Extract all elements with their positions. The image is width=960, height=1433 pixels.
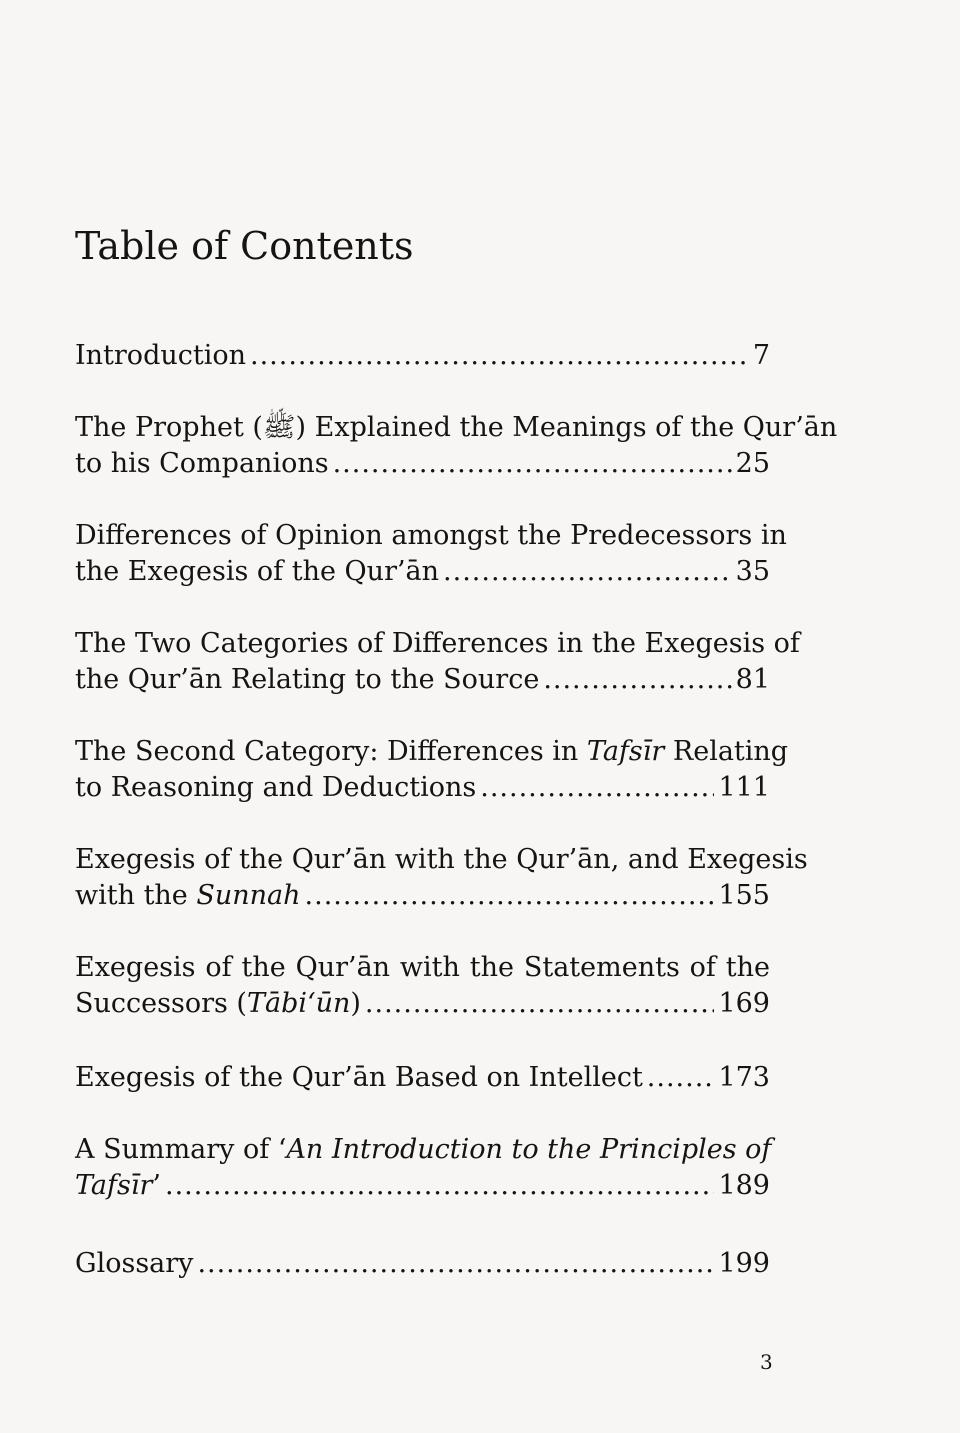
toc-entry-second-category[interactable] bbox=[75, 734, 789, 806]
leader-dots bbox=[647, 1060, 715, 1096]
entry-text: Successors ( bbox=[75, 988, 247, 1019]
entry-text: with the bbox=[75, 880, 197, 911]
entry-page: 189 bbox=[718, 1170, 770, 1201]
entry-text: A Summary of ‘ bbox=[75, 1134, 287, 1165]
entry-page: 155 bbox=[718, 880, 770, 911]
entry-label-cont: the Qur’ān Relating to the Source bbox=[75, 664, 540, 695]
toc-entry-differences-predecessors[interactable] bbox=[75, 518, 787, 590]
toc-entry-quran-with-quran[interactable] bbox=[75, 842, 808, 914]
entry-label bbox=[75, 734, 789, 770]
entry-text: Relating bbox=[664, 736, 789, 767]
entry-label-cont bbox=[75, 986, 361, 1022]
entry-page: 7 bbox=[752, 340, 770, 371]
entry-label bbox=[75, 1132, 770, 1168]
entry-page: 81 bbox=[735, 664, 770, 695]
page-number: 3 bbox=[760, 1350, 773, 1374]
entry-label: Exegesis of the Qur’ān Based on Intellect bbox=[75, 1062, 643, 1093]
entry-label: Glossary bbox=[75, 1248, 194, 1279]
entry-page: 169 bbox=[718, 988, 770, 1019]
toc-entry-intellect[interactable] bbox=[75, 1060, 770, 1096]
entry-label-cont: to Reasoning and Deductions bbox=[75, 772, 477, 803]
entry-label-cont bbox=[75, 878, 301, 914]
entry-italic: Tafsīr bbox=[75, 1170, 153, 1201]
entry-label: Differences of Opinion amongst the Predecessors in bbox=[75, 520, 787, 551]
toc-entry-prophet-explained[interactable] bbox=[75, 410, 838, 482]
entry-label-cont: the Exegesis of the Qur’ān bbox=[75, 556, 440, 587]
entry-page: 199 bbox=[718, 1248, 770, 1279]
leader-dots bbox=[165, 1168, 714, 1204]
leader-dots bbox=[365, 986, 715, 1022]
entry-italic: Sunnah bbox=[196, 880, 301, 911]
entry-page: 173 bbox=[718, 1062, 770, 1093]
entry-label: Exegesis of the Qur’ān with the Qur’ān, and Exegesis bbox=[75, 844, 808, 875]
entry-text: ) bbox=[350, 988, 361, 1019]
leader-dots bbox=[305, 878, 715, 914]
entry-page: 25 bbox=[735, 448, 770, 479]
leader-dots bbox=[543, 662, 731, 698]
entry-label: Exegesis of the Qur’ān with the Statements of the bbox=[75, 952, 770, 983]
leader-dots bbox=[333, 446, 732, 482]
toc-entry-summary[interactable] bbox=[75, 1132, 770, 1204]
entry-page: 35 bbox=[735, 556, 770, 587]
toc-entry-statements-successors[interactable] bbox=[75, 950, 770, 1022]
page-title: Table of Contents bbox=[75, 224, 414, 268]
entry-label: The Prophet (ﷺ) Explained the Meanings of the Qur’ān bbox=[75, 412, 838, 443]
entry-label: The Two Categories of Differences in the Exegesis of bbox=[75, 628, 800, 659]
entry-italic: Tafsīr bbox=[586, 736, 665, 767]
toc-entry-introduction[interactable] bbox=[75, 338, 770, 374]
toc-entry-glossary[interactable] bbox=[75, 1246, 770, 1282]
entry-text: The Second Category: Differences in bbox=[75, 736, 587, 767]
leader-dots bbox=[250, 338, 749, 374]
entry-label-cont bbox=[75, 1168, 161, 1204]
entry-label: Introduction bbox=[75, 340, 246, 371]
entry-italic: An Introduction to the Principles of bbox=[286, 1134, 772, 1165]
leader-dots bbox=[480, 770, 714, 806]
leader-dots bbox=[443, 554, 732, 590]
entry-page: 111 bbox=[718, 772, 770, 803]
leader-dots bbox=[197, 1246, 714, 1282]
entry-label-cont: to his Companions bbox=[75, 448, 329, 479]
toc-entry-two-categories[interactable] bbox=[75, 626, 800, 698]
entry-text: ’ bbox=[152, 1170, 161, 1201]
entry-italic: Tābi‘ūn bbox=[246, 988, 351, 1019]
